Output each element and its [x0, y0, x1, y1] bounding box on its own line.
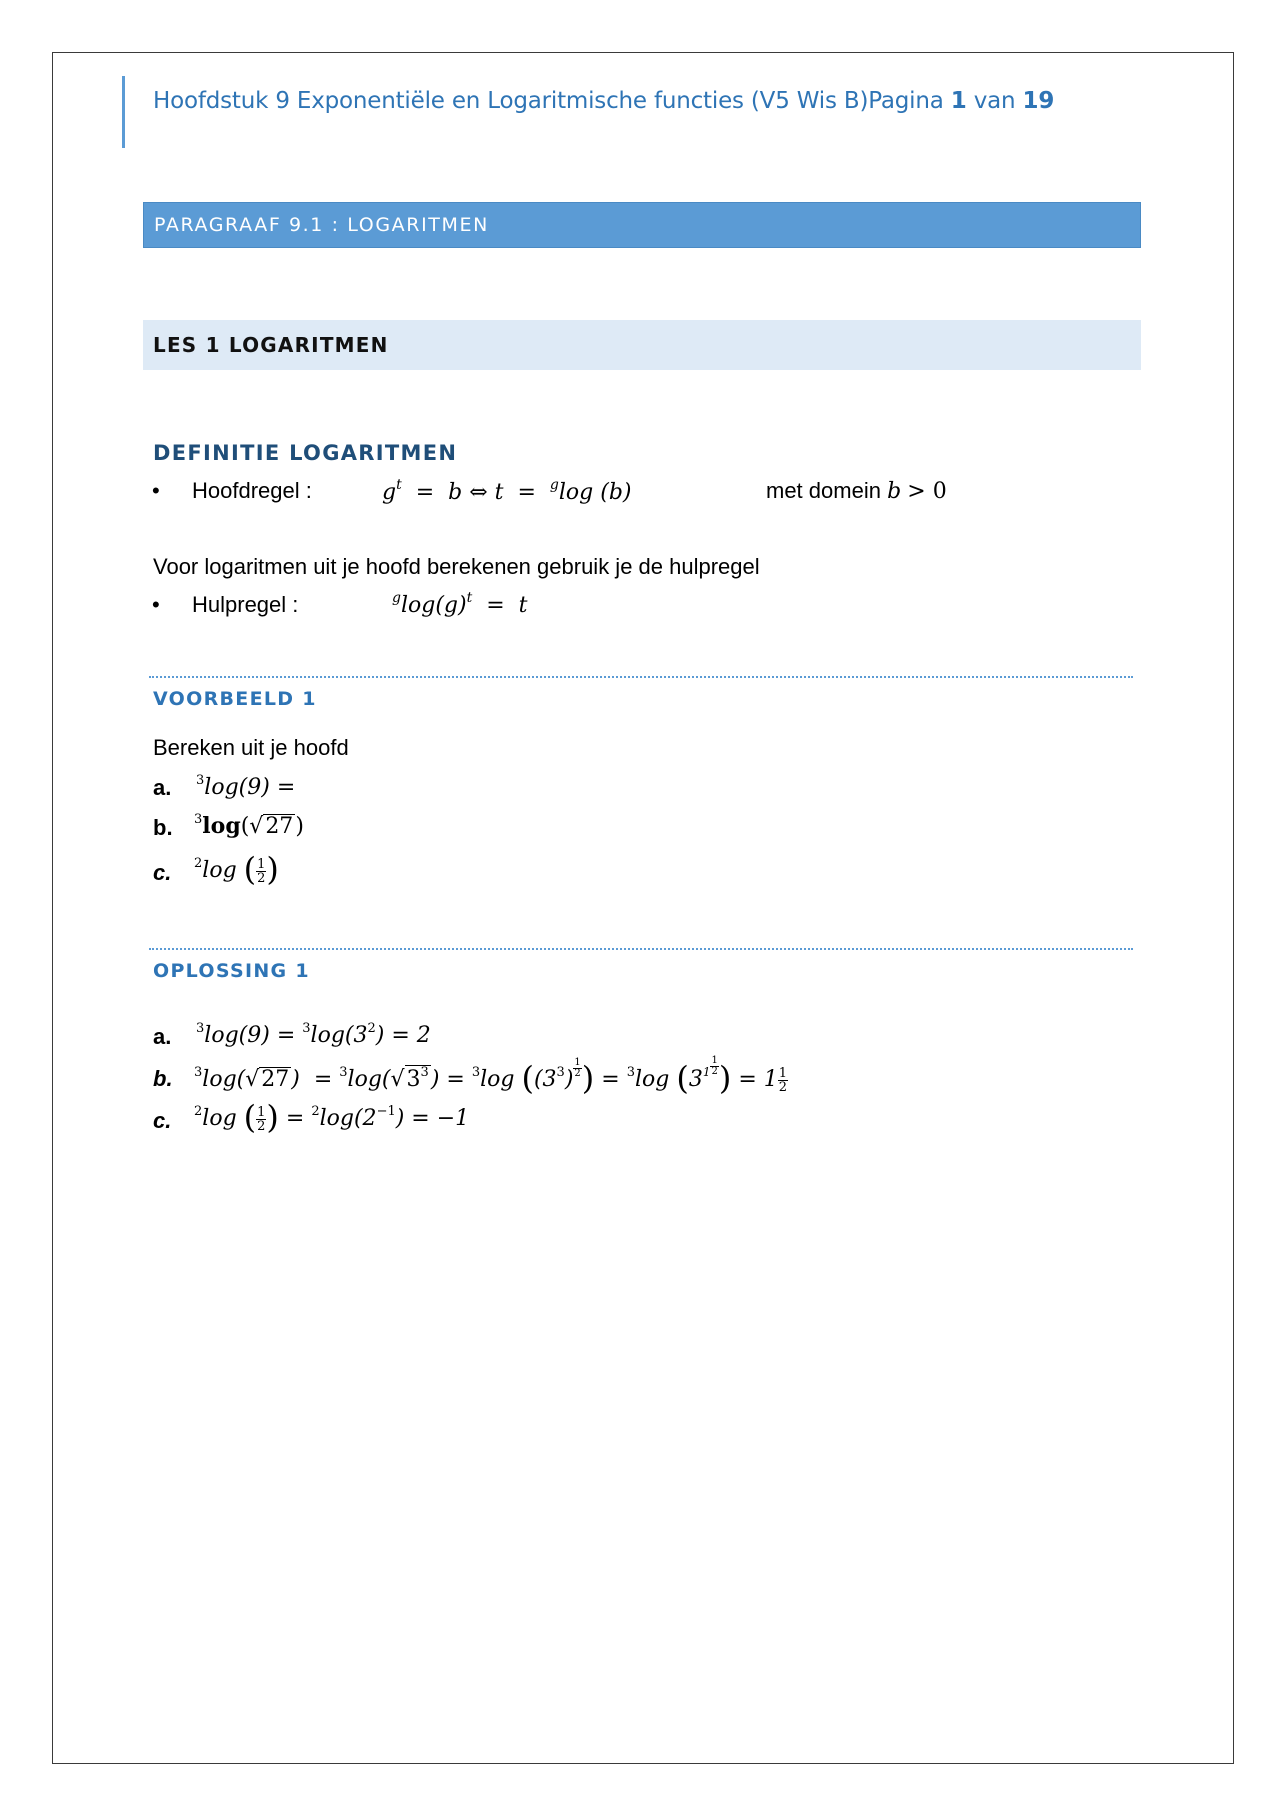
- header-page-word: Pagina: [868, 88, 944, 114]
- rule1-formula: $g^t = b$ ⇔ t = $^g$log (b): [382, 477, 632, 505]
- bullet-dot: •: [152, 478, 160, 503]
- definition-intro: Voor logaritmen uit je hoofd berekenen gebruik je de hulpregel: [153, 554, 760, 579]
- section-divider: [149, 948, 1133, 950]
- solution-heading: OPLOSSING 1: [153, 960, 310, 982]
- example-heading: VOORBEELD 1: [153, 688, 317, 710]
- rule1-domain: met domein b > 0: [766, 478, 947, 504]
- paragraph-heading-bar: [143, 202, 1141, 248]
- solution-formula-a: $^3\log(9) = ^3\log(3^2) = 2$: [196, 1021, 431, 1048]
- example-label-c: c.: [153, 860, 172, 885]
- header-title: Hoofdstuk 9 Exponentiële en Logaritmische functies (V5 Wis B): [153, 88, 869, 114]
- page-header: [153, 88, 1054, 114]
- rule1-label: Hoofdregel :: [192, 478, 312, 503]
- example-intro: Bereken uit je hoofd: [153, 735, 349, 760]
- rule1-domain-text: met domein: [766, 478, 881, 503]
- example-formula-b: $^3$log(√27): [194, 812, 304, 839]
- example-label-b: b.: [153, 815, 173, 840]
- example-label-a: a.: [153, 775, 172, 800]
- paragraph-heading: PARAGRAAF 9.1 : LOGARITMEN: [154, 214, 489, 236]
- solution-formula-c: $^2$log ( $\frac{1}{2}$ ) = $^2\log(2^{-1}) = -1$: [194, 1098, 470, 1136]
- definition-heading: DEFINITIE LOGARITMEN: [153, 441, 458, 465]
- header-page-total: 19: [1022, 88, 1055, 114]
- solution-label-b: b.: [153, 1066, 173, 1091]
- section-divider: [149, 676, 1133, 678]
- page-border: [52, 52, 1234, 1764]
- solution-label-a: a.: [153, 1024, 172, 1049]
- header-accent-rule: [122, 76, 125, 148]
- solution-label-c: c.: [153, 1108, 172, 1133]
- lesson-heading: LES 1 LOGARITMEN: [153, 333, 389, 357]
- solution-formula-b: $^3\log(√27) = ^3\log(√3^3) = ^3\log$ ($(3^3)$ $\frac{1}{2}$ ) = $^3$log ($3^1$ $\frac{1}{2}$ ) = 1 $\frac{1}{2}$: [194, 1055, 788, 1097]
- lesson-heading-bar: [143, 320, 1141, 370]
- header-of-word: van: [973, 88, 1016, 114]
- header-page-number: 1: [950, 88, 967, 114]
- rule2-formula: $^g\log(g)^t = t$: [392, 590, 528, 618]
- example-formula-c: $^2$log ( $\frac{1}{2}$ ): [194, 850, 279, 888]
- rule2-label: Hulpregel :: [192, 592, 299, 617]
- example-formula-a: $^3$log(9) =: [196, 773, 296, 800]
- bullet-dot: •: [152, 592, 160, 617]
